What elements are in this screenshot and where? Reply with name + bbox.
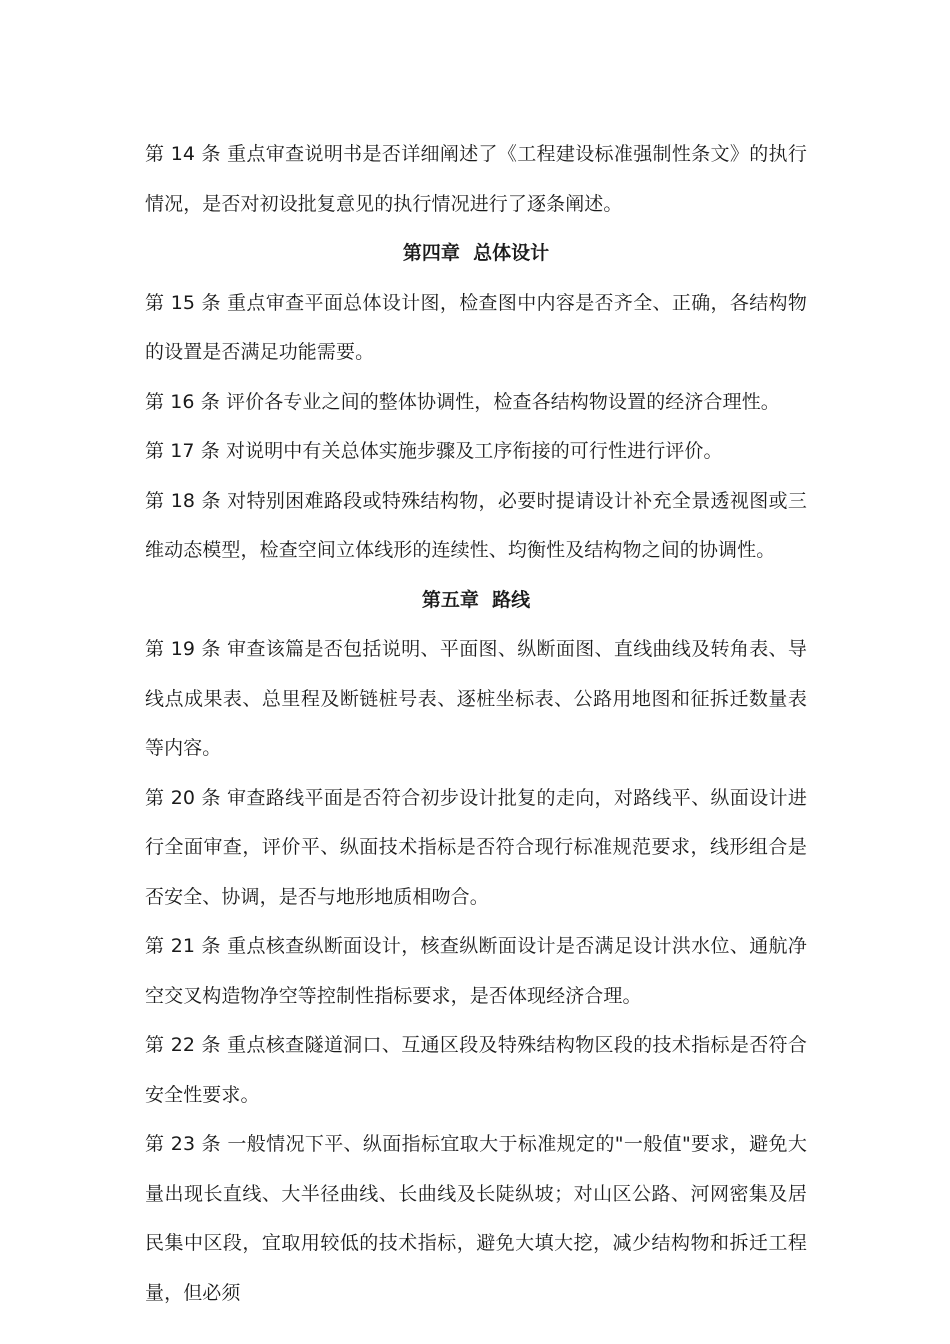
chapter-4-heading: 第四章 总体设计 (402, 242, 550, 264)
article-16: 第 16 条 评价各专业之间的整体协调性，检查各结构物设置的经济合理性。 (145, 390, 780, 413)
article-14: 第 14 条 重点审查说明书是否详细阐述了《工程建设标准强制性条文》的执行情况，是否对初设批复意见的执行情况进行了逐条阐述。 (145, 143, 807, 215)
chapter-5-heading: 第五章 路线 (421, 588, 531, 611)
article-21: 第 21 条 重点核查纵断面设计，核查纵断面设计是否满足设计洪水位、通航净空交叉构造物净空等控制性指标要求，是否体现经济合理。 (145, 935, 807, 1007)
article-20: 第 20 条 审查路线平面是否符合初步设计批复的走向，对路线平、纵面设计进行全面审查，评价平、纵面技术指标是否符合现行标准规范要求，线形组合是否安全、协调，是否与地形地质相吻合。 (145, 786, 807, 908)
article-17: 第 17 条 对说明中有关总体实施步骤及工序衔接的可行性进行评价。 (145, 440, 723, 462)
document-body (145, 130, 807, 1318)
article-22: 第 22 条 重点核查隧道洞口、互通区段及特殊结构物区段的技术指标是否符合安全性要求。 (145, 1034, 807, 1106)
article-15: 第 15 条 重点审查平面总体设计图，检查图中内容是否齐全、正确，各结构物的设置是否满足功能需要。 (145, 291, 807, 363)
article-19: 第 19 条 审查该篇是否包括说明、平面图、纵断面图、直线曲线及转角表、导线点成果表、总里程及断链桩号表、逐桩坐标表、公路用地图和征拆迁数量表等内容。 (145, 638, 807, 759)
article-18: 第 18 条 对特别困难路段或特殊结构物，必要时提请设计补充全景透视图或三维动态模型，检查空间立体线形的连续性、均衡性及结构物之间的协调性。 (145, 489, 807, 561)
article-23: 第 23 条 一般情况下平、纵面指标宜取大于标准规定的"一般值"要求，避免大量出现长直线、大半径曲线、长曲线及长陡纵坡；对山区公路、河网密集及居民集中区段，宜取用较低的技术指标，避免大填大挖，减少结构物和拆迁工程量，但必须 (145, 1133, 807, 1304)
